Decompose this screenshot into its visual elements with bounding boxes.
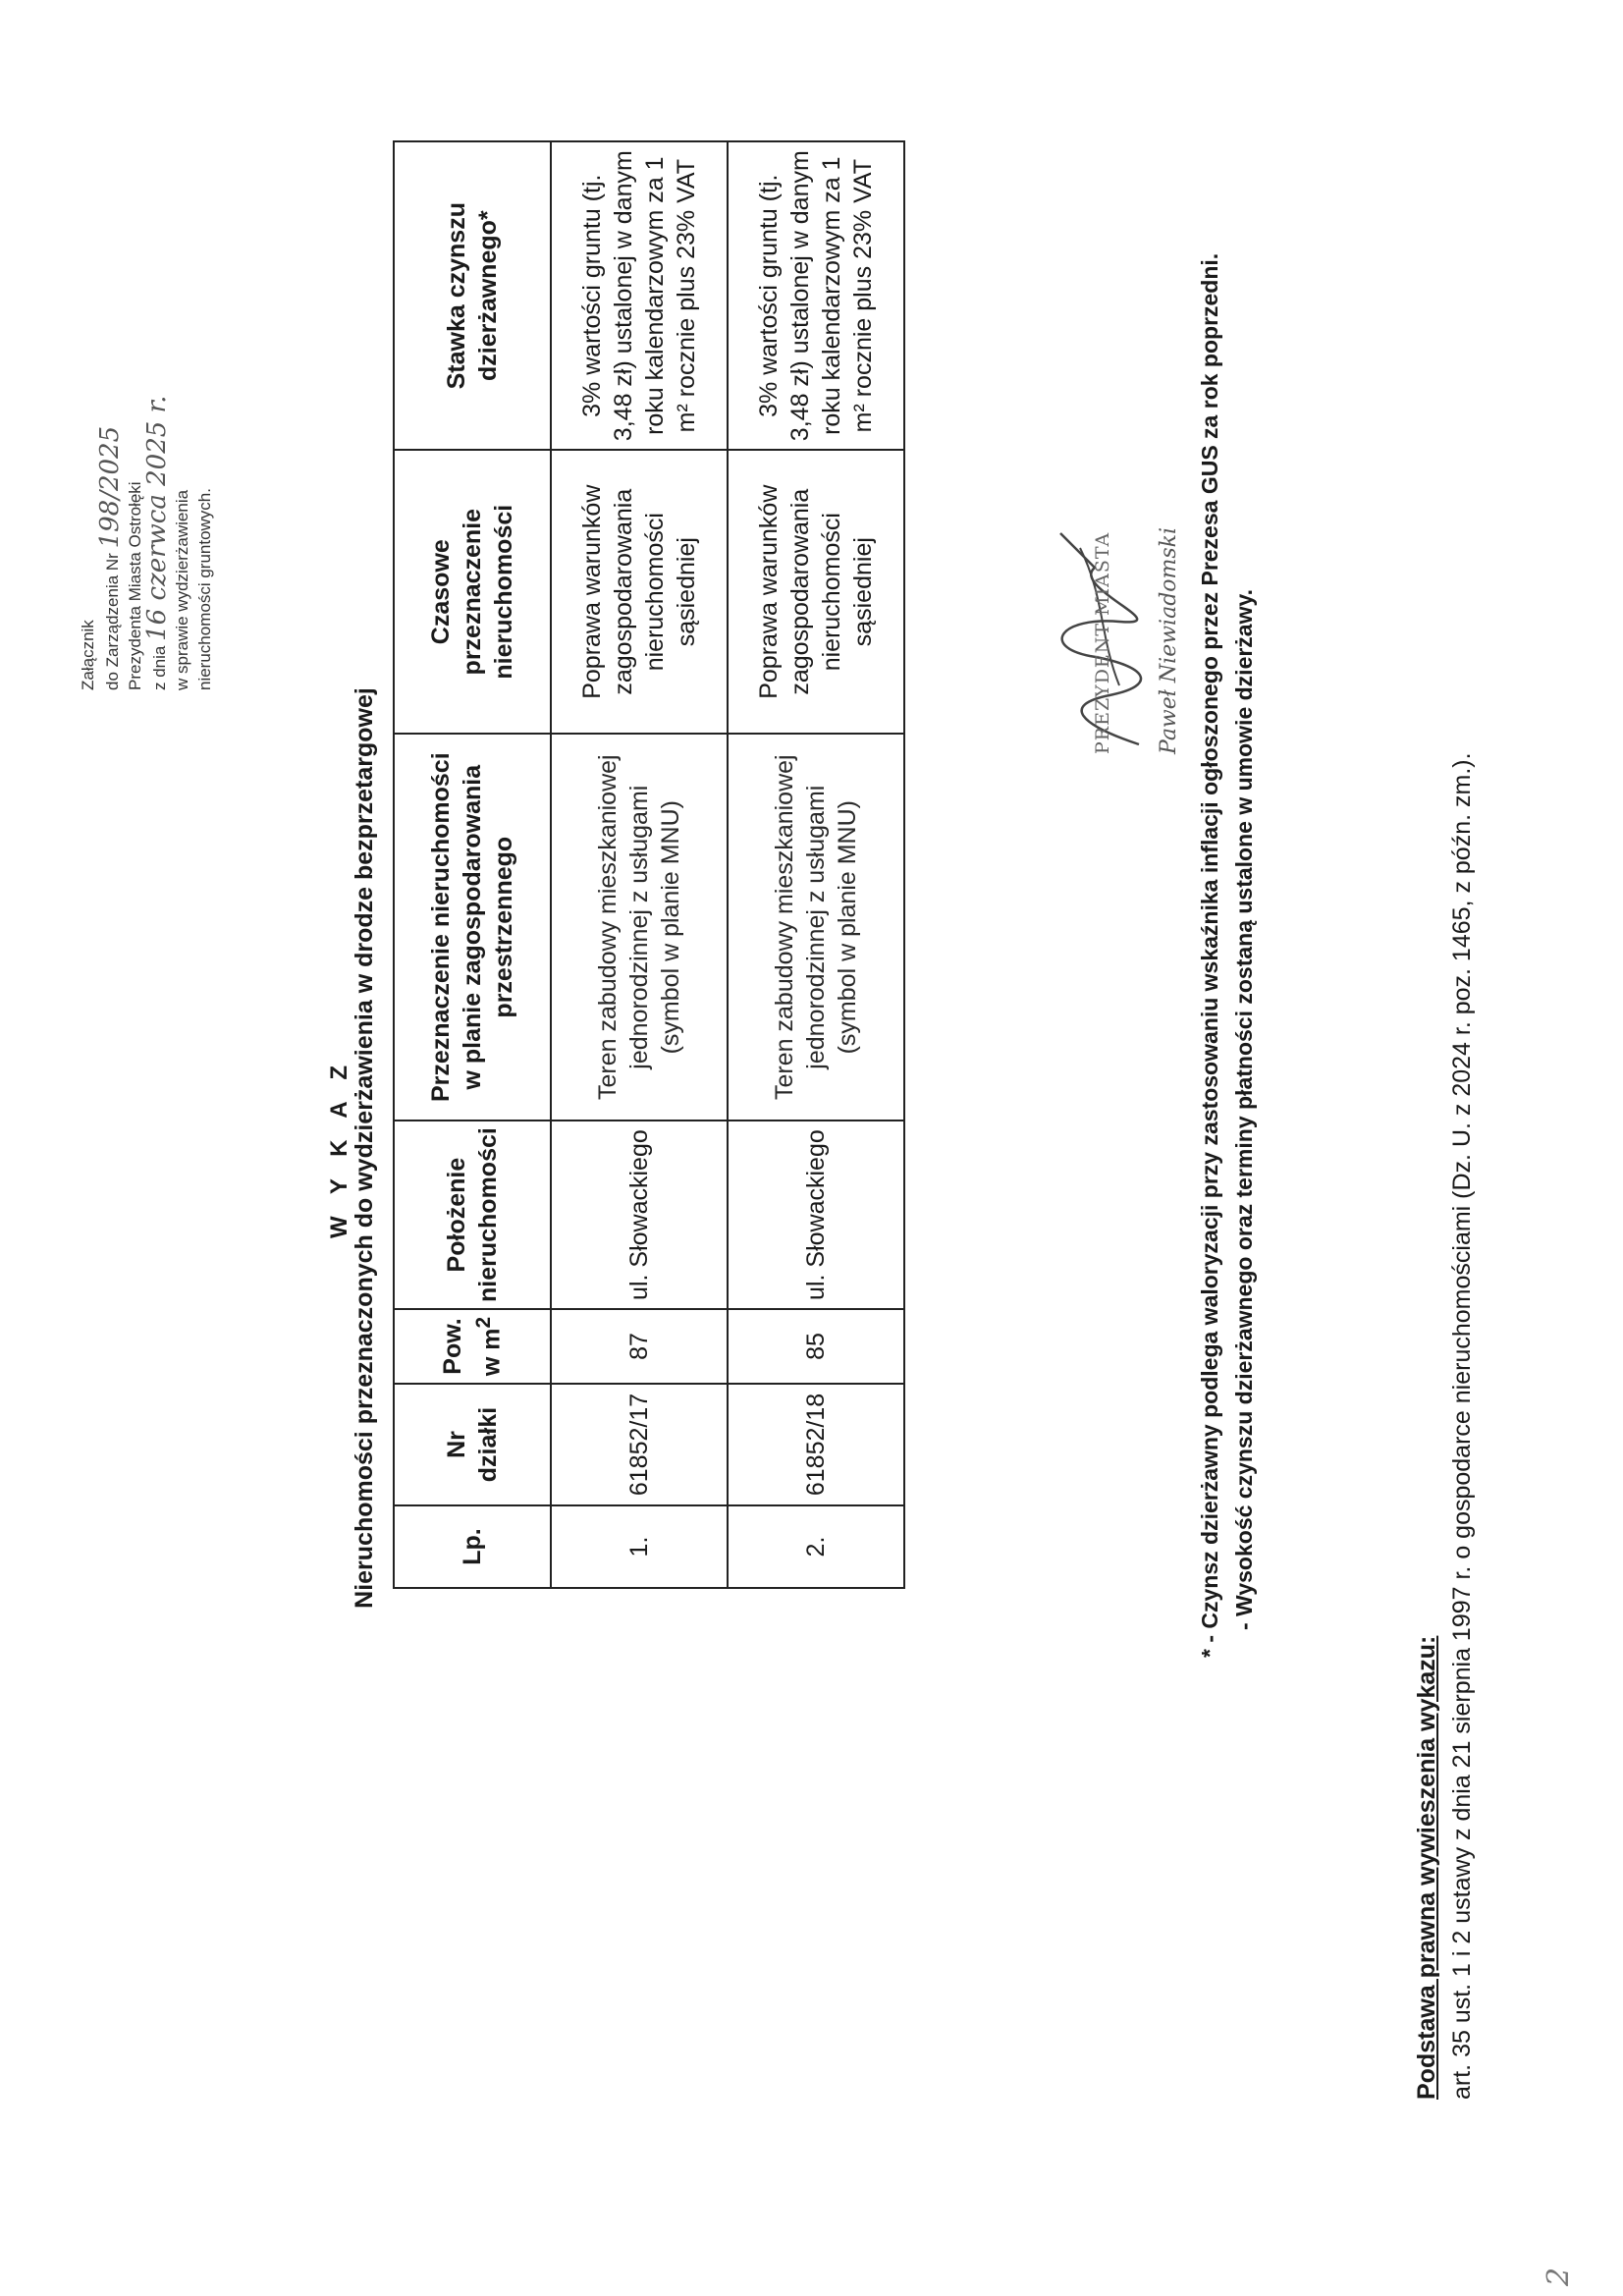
cell-plan-use: Teren zabudowy mieszkaniowej jednorodzinnej z usługami (symbol w planie MNU) bbox=[551, 734, 728, 1121]
mayor-stamp: PREZYDENT MIASTA bbox=[1092, 531, 1113, 754]
header-rent-rate: Stawka czynszu dzierżawnego* bbox=[394, 141, 551, 450]
cell-temporary-use: Poprawa warunków zagospodarowania nieruchomości sąsiedniej bbox=[728, 450, 904, 734]
ordinance-date-label: z dnia bbox=[150, 645, 169, 690]
cell-area: 85 bbox=[728, 1309, 904, 1384]
legal-basis-text: art. 35 ust. 1 i 2 ustawy z dnia 21 sierpnia 1997 r. o gospodarce nieruchomościami (Dz. U. z 2024 r. poz. 1465, z późn. zm.). bbox=[1448, 752, 1476, 2100]
cell-lp: 1. bbox=[551, 1505, 728, 1588]
cell-plot-number: 61852/18 bbox=[728, 1384, 904, 1505]
handwritten-signature-icon bbox=[1001, 528, 1159, 764]
cell-temporary-use: Poprawa warunków zagospodarowania nieruchomości sąsiedniej bbox=[551, 450, 728, 734]
cell-lp: 2. bbox=[728, 1505, 904, 1588]
property-list-table bbox=[393, 140, 905, 1589]
cell-area: 87 bbox=[551, 1309, 728, 1384]
cell-rent-rate: 3% wartości gruntu (tj. 3,48 zł) ustalonej w danym roku kalendarzowym za 1 m² rocznie plus 23% VAT bbox=[551, 141, 728, 450]
attachment-line-4 bbox=[142, 180, 172, 690]
header-lp: Lp. bbox=[394, 1505, 551, 1588]
document-subtitle: Nieruchomości przeznaczonych do wydzierżawienia w drodze bezprzetargowej bbox=[351, 687, 378, 1609]
ordinance-number-label: do Zarządzenia Nr bbox=[103, 553, 122, 690]
table-row bbox=[551, 141, 728, 1588]
cell-location: ul. Słowackiego bbox=[728, 1121, 904, 1309]
table-footnotes bbox=[1193, 253, 1262, 1658]
attachment-line-5: w sprawie wydzierżawienia bbox=[173, 489, 191, 690]
header-temporary-use: Czasowe przeznaczenie nieruchomości bbox=[394, 450, 551, 734]
header-plan-use: Przeznaczenie nieruchomości w planie zagospodarowania przestrzennego bbox=[394, 734, 551, 1121]
mayor-name: Paweł Niewiadomski bbox=[1157, 526, 1181, 754]
table-header-row bbox=[394, 141, 551, 1588]
header-plot-number: Nr działki bbox=[394, 1384, 551, 1505]
footnote-indexation: * - Czynsz dzierżawny podlega waloryzacji przy zastosowaniu wskaźnika inflacji ogłoszonego przez Prezesa GUS za rok poprzedni. bbox=[1197, 252, 1222, 1658]
cell-plan-use: Teren zabudowy mieszkaniowej jednorodzinnej z usługami (symbol w planie MNU) bbox=[728, 734, 904, 1121]
page-number: 2 bbox=[1542, 2267, 1576, 2286]
table-row bbox=[728, 141, 904, 1588]
header-area: Pow. w $m^2$ bbox=[394, 1309, 551, 1384]
cell-location: ul. Słowackiego bbox=[551, 1121, 728, 1309]
header-location: Położenie nieruchomości bbox=[394, 1121, 551, 1309]
attachment-line-3: Prezydenta Miasta Ostrołęki bbox=[126, 481, 144, 690]
attachment-line-2 bbox=[95, 180, 125, 690]
cell-plot-number: 61852/17 bbox=[551, 1384, 728, 1505]
attachment-line-1: Załącznik bbox=[79, 620, 97, 690]
mayor-signature-block bbox=[1001, 519, 1198, 754]
attachment-line-6: nieruchomości gruntowych. bbox=[195, 488, 214, 690]
ordinance-number-handwritten: 198/2025 bbox=[95, 425, 125, 549]
attachment-note bbox=[77, 180, 216, 690]
legal-basis bbox=[1409, 752, 1480, 2100]
ordinance-date-handwritten: 16 czerwca 2025 r. bbox=[142, 395, 172, 641]
cell-rent-rate: 3% wartości gruntu (tj. 3,48 zł) ustalonej w danym roku kalendarzowym za 1 m² rocznie plus 23% VAT bbox=[728, 141, 904, 450]
footnote-payment-terms: - Wysokość czynszu dzierżawnego oraz terminy płatności zostaną ustalone w umowie dzierżawy. bbox=[1231, 589, 1257, 1630]
legal-basis-title: Podstawa prawna wywieszenia wykazu: bbox=[1413, 1635, 1440, 2100]
document-title: W Y K A Z bbox=[326, 1058, 352, 1239]
